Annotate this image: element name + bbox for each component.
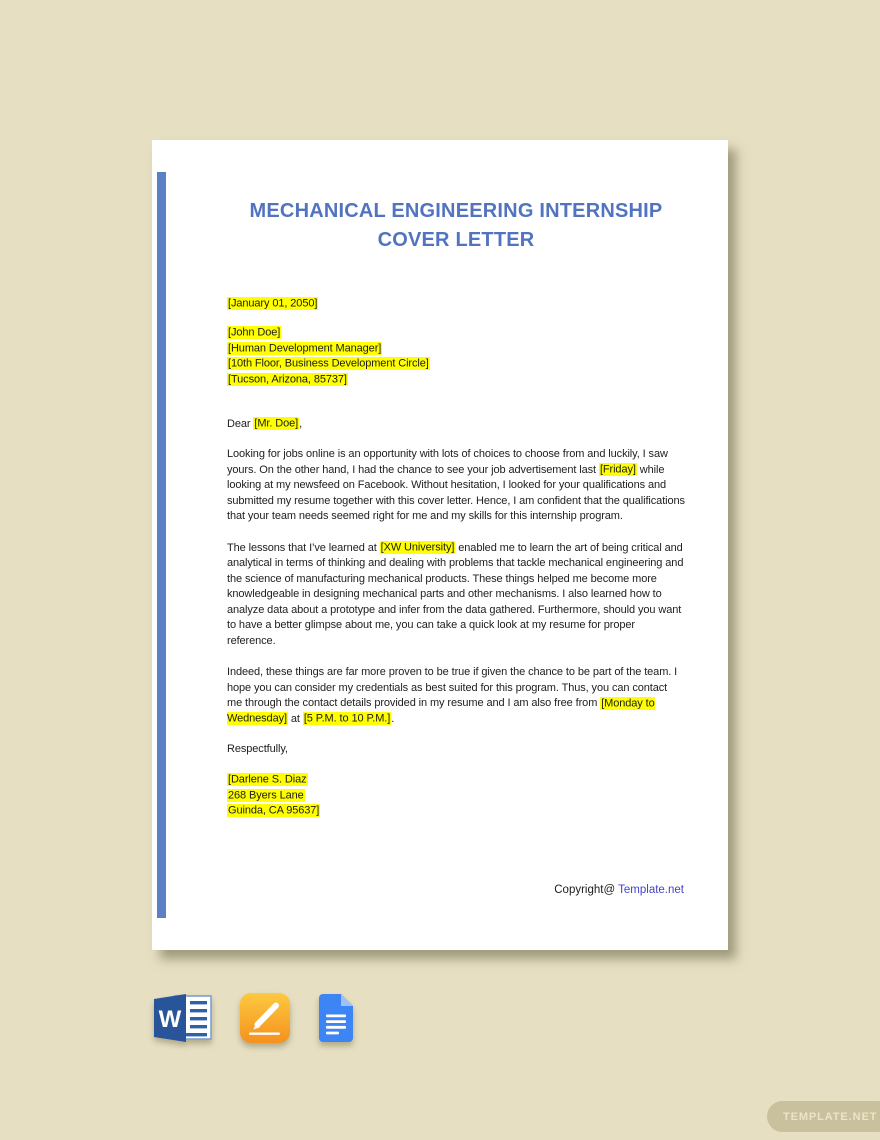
paragraph-3 <box>227 665 685 727</box>
recipient-line <box>227 372 685 388</box>
paragraph-2-text: The lessons that I’ve learned at <box>227 541 380 554</box>
signature-block <box>227 773 685 820</box>
paragraph-3-text: Indeed, these things are far more proven to be true if given the chance to be part of the team. I hope you can consider my credentials as best suited for this program. Thus, you can contact me through the contact details provided in my resume and I am also free from <box>227 666 678 709</box>
copyright-text: Copyright@ <box>554 884 619 896</box>
recipient-line <box>227 357 685 373</box>
sender-city-placeholder: Guinda, CA 95637] <box>228 804 320 817</box>
sender-street-placeholder: 268 Byers Lane <box>228 789 304 801</box>
pages-icon-glyph <box>240 993 290 1043</box>
recipient-name-placeholder: [John Doe] <box>228 326 281 339</box>
closing-line: Respectfully, <box>227 743 288 755</box>
signature-line <box>227 788 685 804</box>
letter-page <box>152 140 728 950</box>
university-placeholder: [XW University] <box>380 541 455 554</box>
paragraph-2 <box>227 541 685 650</box>
availability-days-placeholder: [Monday to Wednesday] <box>227 697 655 725</box>
paragraph-1 <box>227 447 685 525</box>
apple-pages-icon[interactable] <box>240 993 290 1043</box>
letter-title <box>227 197 685 255</box>
google-docs-icon[interactable] <box>316 993 356 1043</box>
salutation-suffix: , <box>299 417 303 430</box>
signature-line <box>227 804 685 820</box>
salutation-line <box>227 417 685 433</box>
salutation-prefix: Dear <box>227 417 254 430</box>
recipient-line <box>227 326 685 342</box>
recipient-block <box>227 326 685 388</box>
template-net-badge <box>767 1101 880 1132</box>
sender-name-placeholder: [Darlene S. Diaz <box>228 773 307 786</box>
signature-line <box>227 773 685 789</box>
paragraph-1-text: while looking at my newsfeed on Facebook. Without hesitation, I looked for your qualifications and submitted my resume together with this cover letter. Hence, I am confident that the qualifications that your team needs seemed right for me and my skills for this internship program. <box>227 463 685 522</box>
paragraph-1-text: Looking for jobs online is an opportunity with lots of choices to choose from and luckily, I saw yours. On the other hand, I had the chance to see your job advertisement last <box>227 448 668 476</box>
recipient-address-placeholder: [10th Floor, Business Development Circle] <box>228 357 429 370</box>
word-icon-letter: W <box>158 1006 182 1033</box>
badge-label: TEMPLATE.NET <box>783 1110 878 1123</box>
docs-icon-glyph <box>316 993 356 1043</box>
letter-title-line2: COVER LETTER <box>377 229 535 251</box>
microsoft-word-icon[interactable] <box>154 993 214 1043</box>
format-icons-row <box>154 993 356 1043</box>
accent-bar <box>157 172 166 918</box>
copyright-line <box>554 884 684 896</box>
date-placeholder: [January 01, 2050] <box>228 297 318 309</box>
template-net-link[interactable]: Template.net <box>618 884 684 896</box>
salutation-name-placeholder: [Mr. Doe] <box>254 417 299 430</box>
recipient-line <box>227 341 685 357</box>
word-icon-glyph <box>154 993 214 1043</box>
letter-title-line1: MECHANICAL ENGINEERING INTERNSHIP <box>249 200 663 222</box>
letter-body <box>227 140 685 819</box>
recipient-city-placeholder: [Tucson, Arizona, 85737] <box>228 373 347 385</box>
recipient-title-placeholder: [Human Development Manager] <box>228 342 382 354</box>
availability-hours-placeholder: [5 P.M. to 10 P.M.] <box>303 712 391 725</box>
paragraph-2-text: enabled me to learn the art of being critical and analytical in terms of thinking and dealing with problems that tackle mechanical engineering and the science of manufacturing mechanical products. These things helped me become more knowledgeable in designing mechanical parts and other mechanisms. I also learned how to analyze data about a prototype and infer from the data gathered. Furthermore, should you want to have a better glimpse about me, you can take a quick look at my resume for proper reference. <box>227 541 684 647</box>
paragraph-3-text: . <box>391 712 395 725</box>
letter-date-line <box>227 296 685 312</box>
paragraph-3-text: at <box>287 712 303 725</box>
day-placeholder: [Friday] <box>599 463 636 476</box>
